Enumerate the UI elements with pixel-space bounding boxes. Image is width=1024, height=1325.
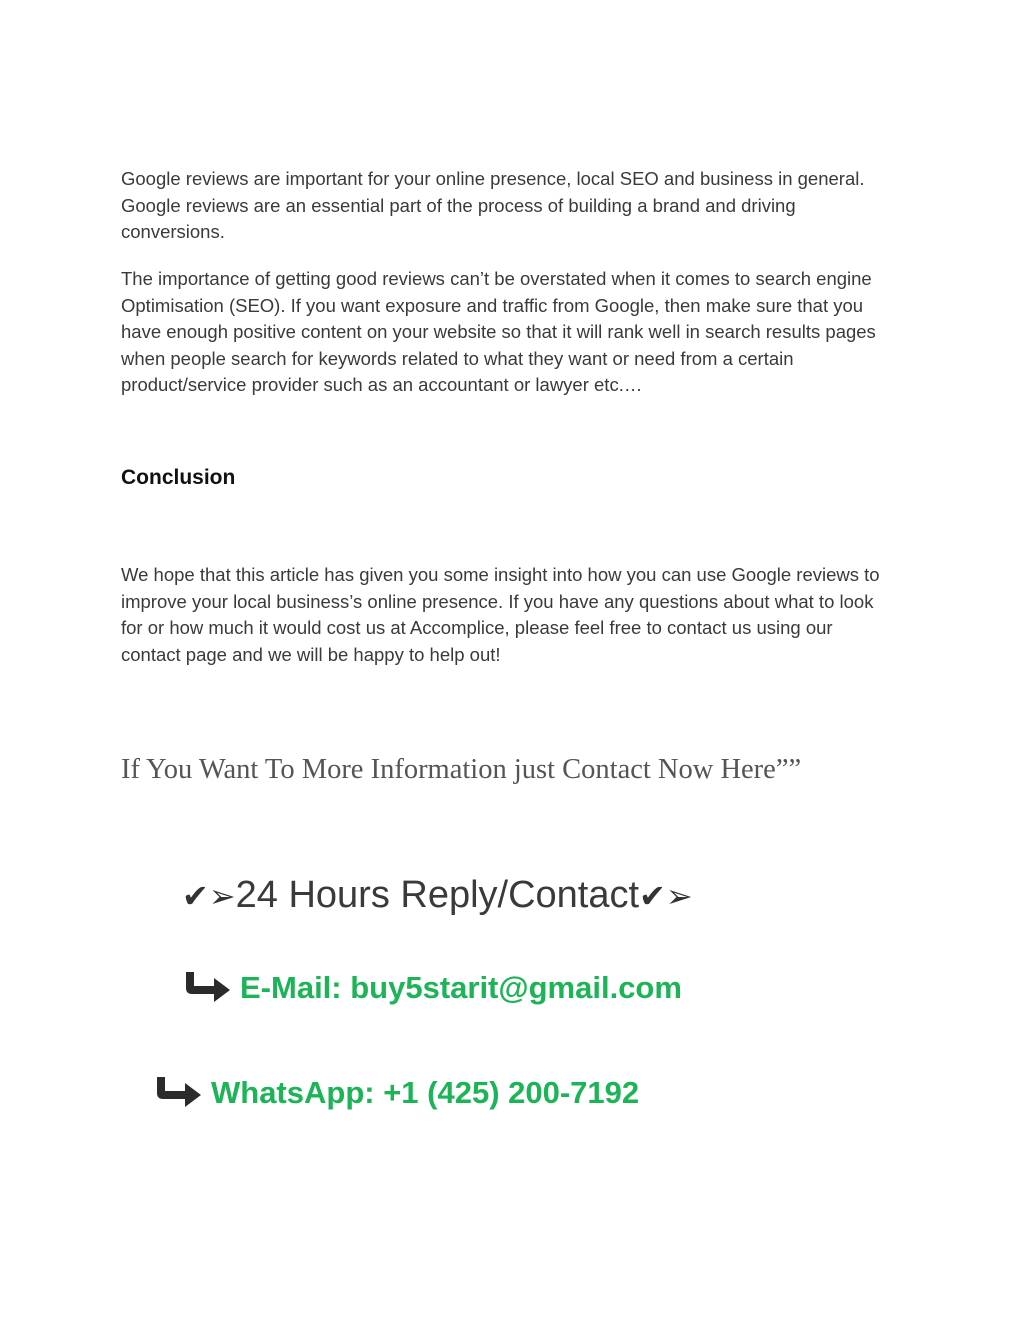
reply-banner: [182, 874, 693, 917]
email-link[interactable]: E-Mail: buy5starit@gmail.com: [240, 970, 682, 1005]
check-arrow-icon: ✔➢: [182, 876, 236, 915]
email-contact[interactable]: [180, 968, 682, 1008]
reply-text: 24 Hours Reply/Contact: [235, 874, 640, 916]
curved-right-arrow-icon: [180, 968, 232, 1008]
check-arrow-icon: ✔➢: [639, 876, 693, 915]
contact-cta-text: If You Want To More Information just Contact Now Here””: [121, 754, 802, 785]
conclusion-heading: Conclusion: [121, 466, 236, 489]
curved-right-arrow-icon: [151, 1073, 203, 1113]
whatsapp-contact[interactable]: [151, 1073, 639, 1113]
whatsapp-link[interactable]: WhatsApp: +1 (425) 200-7192: [211, 1075, 640, 1110]
intro-paragraph: Google reviews are important for your online presence, local SEO and business in general. Google reviews are an essential part of the process of building a brand and driving conversions.: [121, 168, 865, 242]
conclusion-paragraph: We hope that this article has given you some insight into how you can use Google reviews to improve your local business’s online presence. If you have any questions about what to look for or how much it would cost us at Accomplice, please feel free to contact us using our contact page and we will be happy to help out!: [121, 564, 880, 665]
seo-paragraph: The importance of getting good reviews can’t be overstated when it comes to search engine Optimisation (SEO). If you want exposure and traffic from Google, then make sure that you have enough positive content on your website so that it will rank well in search results pages when people search for keywords related to what they want or need from a certain product/service provider such as an accountant or lawyer etc.…: [121, 268, 876, 395]
